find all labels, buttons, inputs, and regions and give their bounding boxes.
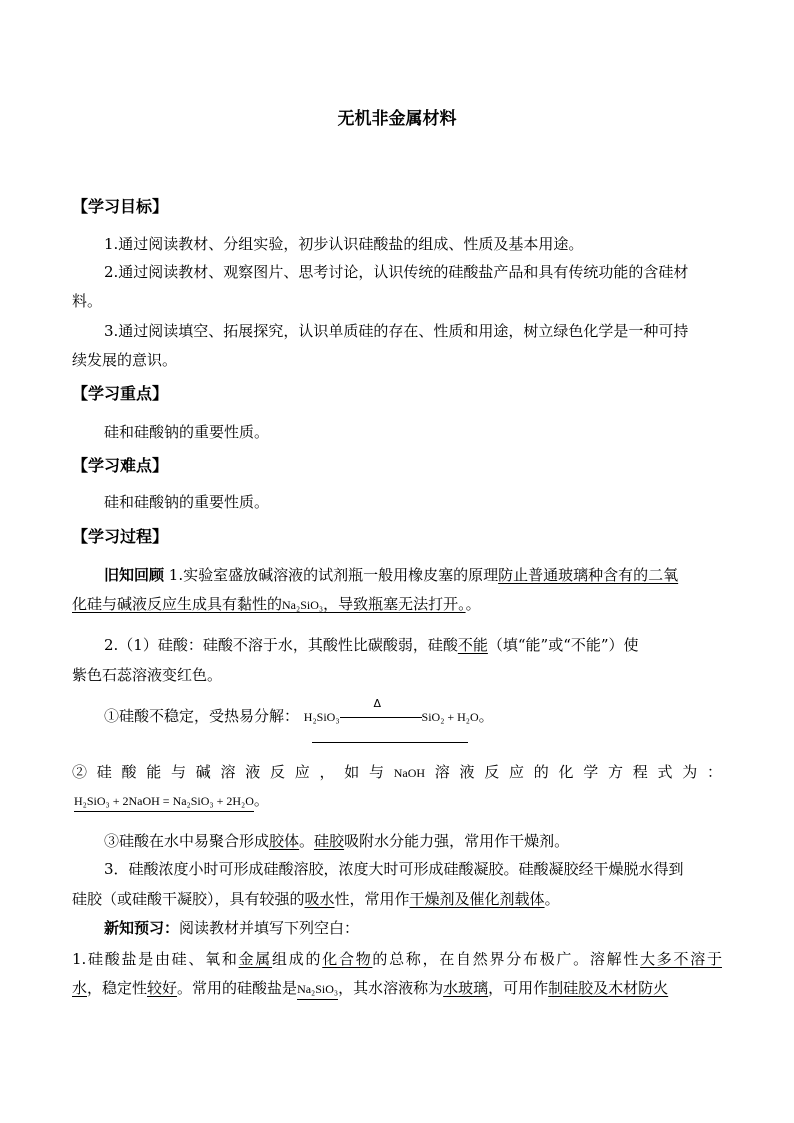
review-p5-a: ③硅酸在水中易聚合形成 (104, 832, 270, 850)
focus-text: 硅和硅酸钠的重要性质。 (104, 423, 270, 441)
preview-l1-b: 组成的 (272, 950, 323, 968)
review-p5-c: 吸附水分能力强，常用作干燥剂。 (344, 832, 570, 850)
section-heading-difficulty: 【学习难点】 (72, 456, 169, 475)
review-paragraph-6-line-1: 3．硅酸浓度小时可形成硅酸溶胶，浓度大时可形成硅酸凝胶。硅酸凝胶经干燥脱水得到 (104, 860, 684, 878)
goal-1: 1.通过阅读教材、分组实验，初步认识硅酸盐的组成、性质及基本用途。 (104, 235, 584, 253)
preview-l2-b: 。常用的硅酸盐是 (177, 979, 298, 997)
preview-intro: 阅读教材并填写下列空白： (179, 919, 360, 937)
answer-blank: 干燥剂及催化剂载体 (409, 890, 545, 908)
formula-naoh: NaOH (393, 766, 426, 780)
review-p3-lead: ①硅酸不稳定，受热易分解： (104, 707, 300, 725)
review-paragraph-1-line-1 (104, 565, 678, 585)
answer-blank: 较好 (147, 979, 178, 997)
answer-blank: 吸水 (304, 890, 335, 908)
review-p2-tail: （填“能”或“不能”）使 (487, 636, 639, 654)
heat-symbol: Δ (373, 697, 382, 710)
answer-blank: 金属 (238, 950, 273, 968)
preview-line-2 (72, 978, 668, 1000)
review-label: 旧知回顾 (104, 566, 165, 584)
review-p2-lead: 2.（1）硅酸：硅酸不溶于水，其酸性比碳酸弱，硅酸 (104, 636, 458, 654)
answer-underline (312, 742, 468, 743)
review-paragraph-4-line-2 (74, 790, 269, 812)
punctuation: 。 (299, 832, 315, 850)
formula-sodium-silicate: Na₂SiO₃ (282, 598, 324, 612)
punctuation: 。 (478, 707, 494, 725)
review-p6-c: 性，常用作 (334, 890, 410, 908)
preview-l2-d: ，可用作 (488, 979, 549, 997)
goal-2-line-1: 2.通过阅读教材、观察图片、思考讨论，认识传统的硅酸盐产品和具有传统功能的含硅材 (104, 263, 689, 281)
answer-blank: 水 (72, 979, 88, 997)
review-paragraph-6-line-2 (72, 889, 560, 909)
answer-blank: 制硅胶及木材防火 (548, 979, 669, 997)
formula-silicic-acid: H₂SiO₃ (303, 710, 340, 724)
answer-blank: 硅胶 (314, 832, 345, 850)
equation-silicic-acid-naoh: H₂SiO₃ + 2NaOH = Na₂SiO₃ + 2H₂O (74, 791, 254, 812)
preview-heading (104, 918, 359, 938)
review-p4-tail: 溶液反应的化学方程式为： (425, 763, 722, 781)
goal-3-line-1: 3.通过阅读填空、拓展探究，认识单质硅的存在、性质和用途，树立绿色化学是一种可持 (104, 322, 689, 340)
review-paragraph-1-line-2 (72, 594, 481, 615)
reaction-arrow (340, 697, 422, 724)
preview-l2-c: ，其水溶液称为 (338, 979, 444, 997)
section-heading-focus: 【学习重点】 (72, 384, 169, 403)
page-title: 无机非金属材料 (337, 109, 457, 129)
review-paragraph-2-line-2: 紫色石蕊溶液变红色。 (72, 666, 223, 684)
preview-line-1 (72, 948, 722, 969)
section-heading-goals: 【学习目标】 (72, 197, 169, 216)
answer-blank: 水玻璃 (443, 979, 489, 997)
preview-l1-c: 的总称，在自然界分布极广。溶解性 (372, 950, 641, 968)
preview-l1-a: 1.硅酸盐是由硅、氧和 (72, 950, 239, 968)
answer-blank: ，导致瓶塞无法打开。 (323, 595, 466, 613)
difficulty-text: 硅和硅酸钠的重要性质。 (104, 493, 270, 511)
punctuation: 。 (465, 595, 481, 613)
review-p6-b: 硅胶（或硅酸干凝胶），具有较强的 (72, 890, 305, 908)
punctuation: 。 (253, 791, 269, 809)
review-paragraph-2-line-1 (104, 635, 639, 655)
review-p4-lead: ②硅酸能与碱溶液反应，如与 (72, 763, 394, 781)
goal-2-line-2: 料。 (72, 292, 103, 310)
preview-l2-a: ，稳定性 (87, 979, 148, 997)
answer-blank: 化合物 (322, 950, 373, 968)
answer-blank: 化硅与碱液反应生成具有黏性的 (72, 595, 283, 613)
formula-products: SiO₂ + H₂O (421, 710, 479, 724)
goal-3-line-2: 续发展的意识。 (72, 351, 178, 369)
answer-blank: 不能 (457, 636, 488, 654)
answer-blank: 胶体 (269, 832, 300, 850)
review-paragraph-4-line-1 (72, 761, 722, 782)
formula-sodium-silicate: Na₂SiO₃ (297, 979, 338, 1000)
review-paragraph-5 (104, 831, 569, 851)
decomposition-line (104, 697, 494, 727)
review-p1-lead: 1.实验室盛放碱溶液的试剂瓶一般用橡皮塞的原理 (168, 566, 499, 584)
answer-blank: 大多不溶于 (640, 950, 722, 968)
section-heading-process: 【学习过程】 (72, 527, 169, 546)
punctuation: 。 (544, 890, 560, 908)
preview-label: 新知预习： (104, 919, 180, 937)
answer-blank: 防止普通玻璃种含有的二氧 (498, 566, 679, 584)
